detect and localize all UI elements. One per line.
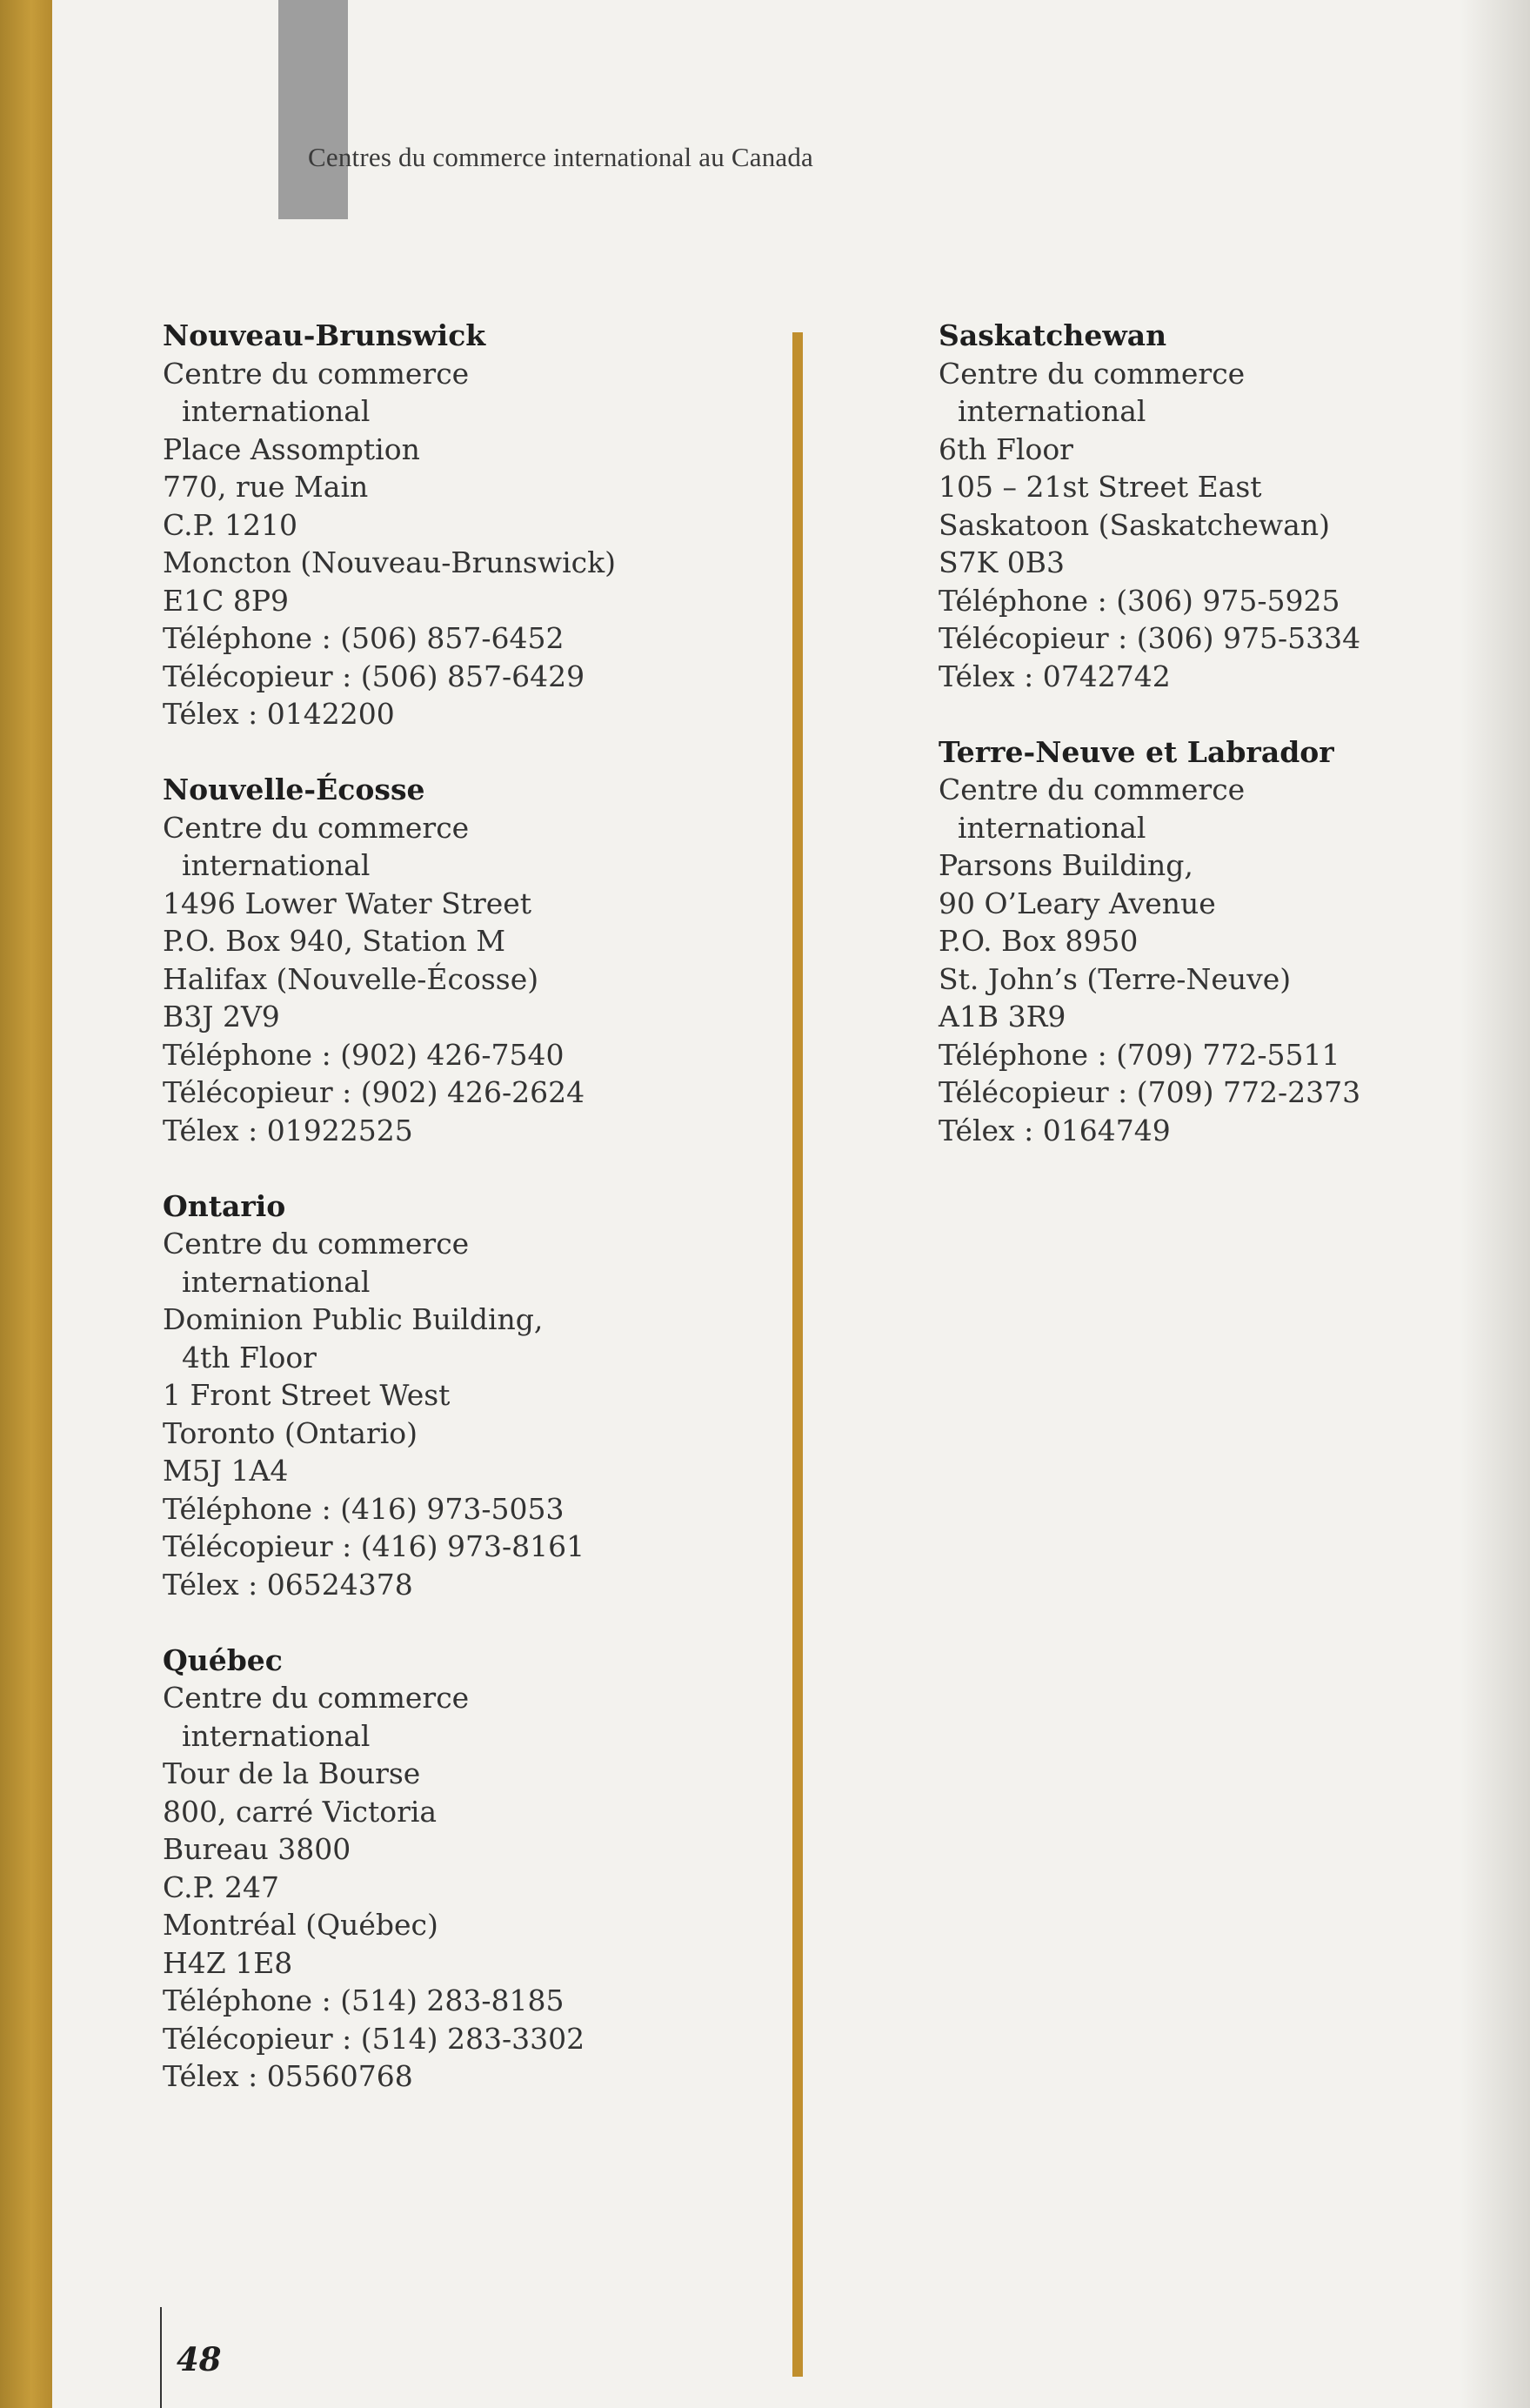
- address-line: B3J 2V9: [163, 1000, 280, 1033]
- address-line: Tour de la Bourse: [163, 1756, 421, 1790]
- address-line: Télex : 0142200: [163, 697, 395, 731]
- address-line: Centre du commerce: [163, 1227, 470, 1261]
- province-heading: Ontario: [163, 1188, 286, 1223]
- address-line: Téléphone : (506) 857-6452: [163, 621, 565, 655]
- address-line: 6th Floor: [939, 431, 1073, 466]
- address-line: H4Z 1E8: [163, 1945, 293, 1980]
- address-line: Télécopieur : (306) 975-5334: [939, 621, 1361, 655]
- address-line: Téléphone : (416) 973-5053: [163, 1491, 565, 1526]
- address-line: international: [958, 394, 1146, 428]
- address-line: P.O. Box 940, Station M: [163, 924, 506, 958]
- address-block-terre-neuve-et-labrador: [939, 733, 1426, 1150]
- address-line: Centre du commerce: [939, 773, 1246, 806]
- address-line: international: [182, 1264, 371, 1299]
- address-line: Bureau 3800: [163, 1832, 351, 1866]
- header-tab-marker: [278, 0, 348, 219]
- address-line: Téléphone : (306) 975-5925: [939, 583, 1340, 618]
- left-column: [163, 317, 772, 2133]
- province-heading: Saskatchewan: [939, 318, 1167, 352]
- address-line: Téléphone : (709) 772-5511: [939, 1037, 1340, 1072]
- address-line: Saskatoon (Saskatchewan): [939, 507, 1330, 542]
- address-line: Télex : 05560768: [163, 2059, 413, 2093]
- province-heading: Nouveau-Brunswick: [163, 318, 486, 352]
- address-line: Télex : 0164749: [939, 1113, 1171, 1147]
- address-line: 105 – 21st Street East: [939, 470, 1262, 504]
- gold-edge-strip: [0, 0, 52, 2408]
- address-line: Parsons Building,: [939, 848, 1193, 882]
- address-line: Centre du commerce: [939, 356, 1246, 391]
- province-heading: Terre-Neuve et Labrador: [939, 734, 1334, 769]
- address-line: 800, carré Victoria: [163, 1794, 438, 1829]
- address-line: C.P. 1210: [163, 507, 298, 542]
- address-line: international: [958, 810, 1146, 845]
- address-line: Télex : 0742742: [939, 659, 1171, 693]
- address-line: Dominion Public Building,: [163, 1302, 544, 1336]
- address-line: Télex : 06524378: [163, 1567, 413, 1602]
- address-line: Télécopieur : (416) 973-8161: [163, 1529, 585, 1563]
- address-line: Place Assomption: [163, 431, 420, 466]
- page-edge-shadow: [1460, 0, 1530, 2408]
- running-head: Centres du commerce international au Canada: [308, 142, 814, 172]
- page-number-rule: [160, 2307, 162, 2408]
- address-line: S7K 0B3: [939, 545, 1065, 579]
- address-line: Télécopieur : (506) 857-6429: [163, 659, 585, 693]
- page-number: 48: [177, 2340, 222, 2378]
- address-line: Télécopieur : (902) 426-2624: [163, 1075, 585, 1109]
- address-block-nouvelle-ecosse: [163, 771, 772, 1149]
- address-line: Centre du commerce: [163, 810, 470, 845]
- address-line: M5J 1A4: [163, 1454, 289, 1488]
- address-line: international: [182, 1718, 371, 1753]
- address-line: A1B 3R9: [939, 1000, 1066, 1033]
- address-line: 4th Floor: [182, 1340, 317, 1375]
- address-line: Moncton (Nouveau-Brunswick): [163, 545, 617, 579]
- address-line: Centre du commerce: [163, 356, 470, 391]
- address-line: Montréal (Québec): [163, 1908, 438, 1942]
- address-line: Téléphone : (514) 283-8185: [163, 1983, 565, 2017]
- address-line: Téléphone : (902) 426-7540: [163, 1037, 565, 1072]
- address-block-saskatchewan: [939, 317, 1426, 695]
- address-line: international: [182, 848, 371, 882]
- province-heading: Québec: [163, 1642, 283, 1677]
- address-line: St. John’s (Terre-Neuve): [939, 961, 1292, 996]
- column-divider: [792, 332, 803, 2377]
- address-line: P.O. Box 8950: [939, 924, 1139, 958]
- address-line: Télécopieur : (709) 772-2373: [939, 1075, 1361, 1109]
- address-line: Halifax (Nouvelle-Écosse): [163, 961, 539, 996]
- address-line: Centre du commerce: [163, 1681, 470, 1715]
- province-heading: Nouvelle-Écosse: [163, 773, 425, 806]
- address-line: E1C 8P9: [163, 583, 290, 618]
- address-block-nouveau-brunswick: [163, 317, 772, 733]
- address-block-quebec: [163, 1642, 772, 2096]
- address-line: 770, rue Main: [163, 470, 369, 504]
- address-line: 90 O’Leary Avenue: [939, 886, 1216, 920]
- address-line: 1496 Lower Water Street: [163, 886, 532, 920]
- address-line: 1 Front Street West: [163, 1378, 451, 1412]
- address-block-ontario: [163, 1187, 772, 1604]
- address-line: Télex : 01922525: [163, 1113, 413, 1147]
- address-line: C.P. 247: [163, 1870, 280, 1904]
- address-line: international: [182, 394, 371, 428]
- right-column: [939, 317, 1426, 1187]
- address-line: Toronto (Ontario): [163, 1415, 418, 1450]
- address-line: Télécopieur : (514) 283-3302: [163, 2021, 585, 2056]
